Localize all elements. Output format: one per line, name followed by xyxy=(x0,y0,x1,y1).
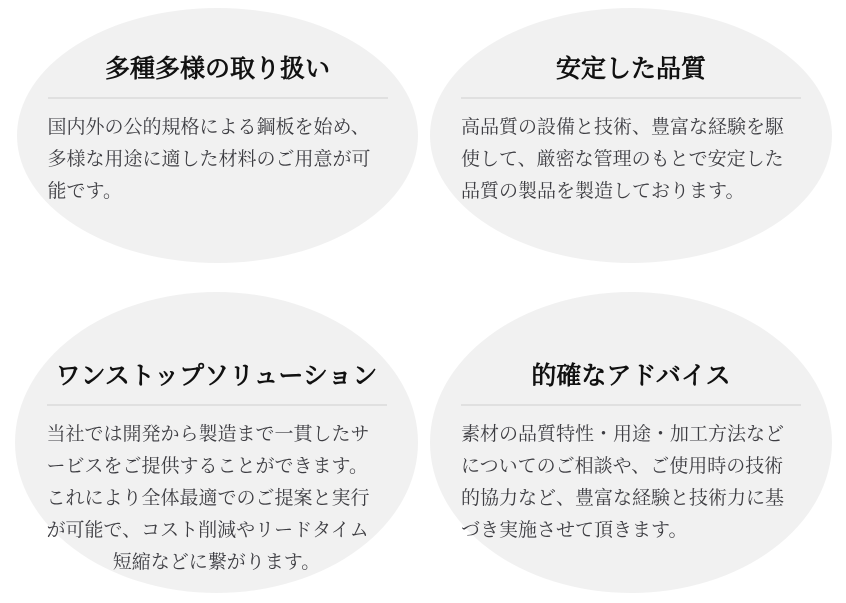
feature-card-accurate-advice xyxy=(430,292,832,593)
feature-description-line: 使して、厳密な管理のもとで安定した xyxy=(461,149,784,170)
feature-description-line: づき実施させて頂きます。 xyxy=(461,520,688,541)
feature-description xyxy=(47,419,387,579)
feature-description-line: これにより全体最適でのご提案と実行 xyxy=(46,488,370,509)
divider xyxy=(48,97,388,99)
feature-description-line: 的協力など、豊富な経験と技術力に基 xyxy=(461,488,785,509)
feature-description-line: についてのご相談や、ご使用時の技術 xyxy=(461,456,784,477)
divider xyxy=(461,404,801,406)
feature-card-content xyxy=(461,8,801,208)
feature-card-diverse-handling xyxy=(17,8,418,263)
feature-description-line: 高品質の設備と技術、豊富な経験を駆 xyxy=(461,117,785,138)
divider xyxy=(47,404,387,406)
feature-description-line: 素材の品質特性・用途・加工方法など xyxy=(461,424,785,445)
feature-title: 多種多様の取り扱い xyxy=(104,55,330,83)
feature-card-stable-quality xyxy=(430,8,832,263)
feature-description-line: ービスをご提供することができます。 xyxy=(46,456,368,477)
feature-card-content xyxy=(47,292,387,579)
feature-description-line: 当社では開発から製造まで一貫したサ xyxy=(46,424,370,445)
feature-description-line: 品質の製品を製造しております。 xyxy=(461,181,745,202)
feature-card-one-stop-solution xyxy=(15,292,418,593)
feature-description-line: 短縮などに繋がります。 xyxy=(112,552,321,573)
divider xyxy=(461,97,801,99)
feature-card-content xyxy=(48,8,388,208)
feature-description xyxy=(48,112,388,208)
feature-description-line: 能です。 xyxy=(47,181,122,202)
feature-description-line: 国内外の公的規格による鋼板を始め、 xyxy=(47,117,370,138)
feature-description xyxy=(461,419,801,547)
feature-card-content xyxy=(461,292,801,547)
feature-title: ワンストップソリューション xyxy=(55,362,378,390)
feature-title: 的確なアドバイス xyxy=(531,362,731,390)
feature-description xyxy=(461,112,801,208)
feature-description-line: が可能で、コスト削減やリードタイム xyxy=(46,520,369,541)
feature-title: 安定した品質 xyxy=(555,55,706,83)
feature-description-line: 多様な用途に適した材料のご用意が可 xyxy=(47,149,371,170)
